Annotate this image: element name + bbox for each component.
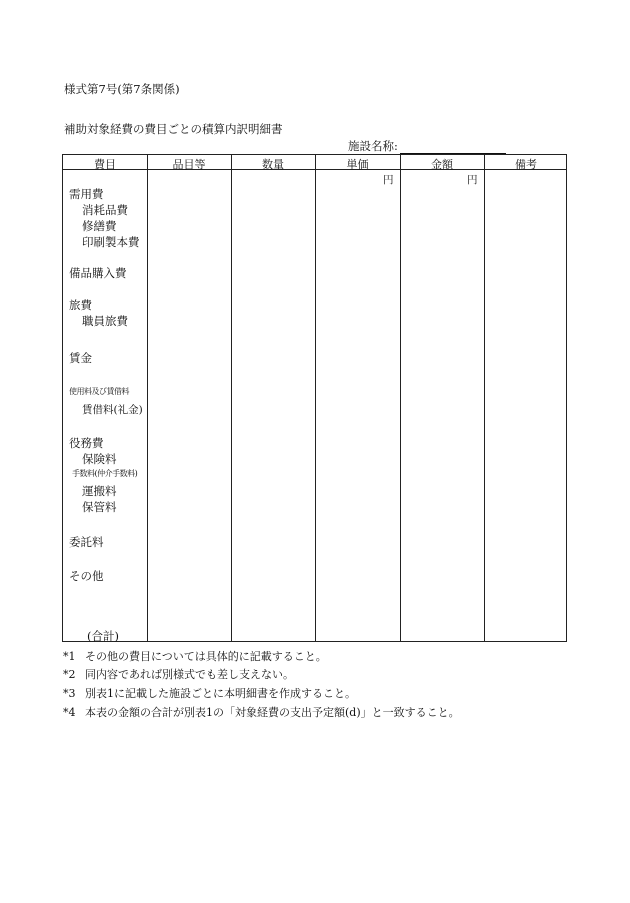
row-label-staff-travel: 職員旅費 [82,314,128,328]
expense-breakdown-table [62,154,567,642]
note-4 [63,704,460,720]
header-expense-category: 費目 [94,158,116,171]
header-quantity: 数量 [262,158,284,171]
note-mark: *4 [63,706,76,719]
note-3 [63,685,356,701]
column-divider [400,155,401,641]
row-label-insurance: 保険料 [82,452,117,466]
header-unit-price: 単価 [346,158,369,171]
column-divider [315,155,316,641]
note-text: その他の費目については具体的に記載すること。 [85,650,327,663]
row-label-total: (合計) [87,629,119,643]
facility-name-label: 施設名称: [348,139,398,153]
row-label-wages: 賃金 [69,351,92,365]
document-title: 補助対象経費の費目ごとの積算内訳明細書 [64,122,283,136]
column-divider [231,155,232,641]
unit-price-yen-label: 円 [383,174,394,186]
row-label-outsourcing: 委託料 [69,535,104,549]
note-mark: *1 [63,650,76,663]
row-label-travel: 旅費 [69,298,92,312]
row-label-usage-rental-fees: 使用料及び賃借料 [69,387,129,396]
form-number: 様式第7号(第7条関係) [64,82,180,96]
row-label-service-fees: 役務費 [69,436,104,450]
header-item: 品目等 [172,158,206,171]
row-label-rental-key-money: 賃借料(礼金) [82,404,143,416]
note-1 [63,648,327,664]
header-remarks: 備考 [515,158,537,171]
row-label-printing-binding: 印刷製本費 [82,235,140,249]
row-label-consumables: 消耗品費 [82,203,128,217]
note-text: 同内容であれば別様式でも差し支えない。 [85,668,294,681]
row-label-transport: 運搬料 [82,484,117,498]
note-mark: *2 [63,668,76,681]
row-label-equipment-purchase: 備品購入費 [69,266,127,280]
amount-yen-label: 円 [467,174,478,186]
row-label-storage: 保管料 [82,500,117,514]
row-label-other: その他 [69,569,104,583]
note-2 [63,666,294,682]
note-text: 本表の金額の合計が別表1の「対象経費の支出予定額(d)」と一致すること。 [85,706,460,719]
header-amount: 金額 [431,158,453,171]
column-divider [484,155,485,641]
facility-name-field [348,138,506,154]
note-text: 別表1に記載した施設ごとに本明細書を作成すること。 [85,687,356,700]
row-label-supplies-expenses: 需用費 [69,187,104,201]
facility-name-blank-line [400,142,506,154]
row-label-commission: 手数料(仲介手数料) [72,469,138,478]
column-divider [147,155,148,641]
note-mark: *3 [63,687,76,700]
row-label-repairs: 修繕費 [82,219,117,233]
